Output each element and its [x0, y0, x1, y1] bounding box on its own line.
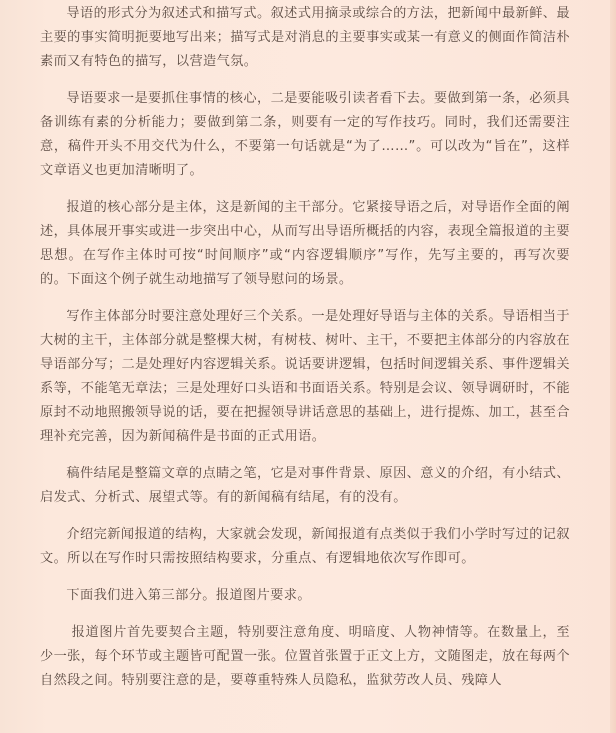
- paragraph-lead-forms: 导语的形式分为叙述式和描写式。叙述式用摘录或综合的方法，把新闻中最新鲜、最主要的事实简明扼要地写出来；描写式是对消息的主要事实或某一有意义的侧面作简洁朴素而又有特色的描写，以营造气氛。: [40, 6, 570, 69]
- paragraph-ending: 稿件结尾是整篇文章的点睛之笔，它是对事件背景、原因、意义的介绍，有小结式、启发式、分析式、展望式等。有的新闻稿有结尾，有的没有。: [40, 466, 570, 505]
- paragraph-body-relations: 写作主体部分时要注意处理好三个关系。一是处理好导语与主体的关系。导语相当于大树的主干，主体部分就是整棵大树，有树枝、树叶、主干，不要把主体部分的内容放在导语部分写；二是处理好内容逻辑关系。说话要讲逻辑，包括时间逻辑关系、事件逻辑关系等，不能笔无章法；三是处理好口头语和书面语关系。特别是会议、领导调研时，不能原封不动地照搬领导说的话，要在把握领导讲话意思的基础上，进行提炼、加工，甚至合理补充完善，因为新闻稿件是书面的正式用语。: [40, 309, 570, 444]
- paragraph-image-requirements: 报道图片首先要契合主题，特别要注意角度、明暗度、人物神情等。在数量上，至少一张，每个环节或主题皆可配置一张。位置首张置于正文上方，文随图走，放在每两个自然段之间。特别要注意的是，要尊重特殊人员隐私，监狱劳改人员、残障人: [40, 625, 570, 688]
- paragraph-body-core: 报道的核心部分是主体，这是新闻的主干部分。它紧接导语之后，对导语作全面的阐述，具体展开事实或进一步突出中心，从而写出导语所概括的内容，表现全篇报道的主要思想。在写作主体时可按“时间顺序”或“内容逻辑顺序”写作，先写主要的，再写次要的。下面这个例子就生动地描写了领导慰问的场景。: [40, 200, 570, 287]
- right-edge-border: [610, 0, 616, 733]
- paragraph-lead-requirements: 导语要求一是要抓住事情的核心，二是要能吸引读者看下去。要做到第一条，必须具备训练有素的分析能力；要做到第二条，则要有一定的写作技巧。同时，我们还需要注意，稿件开头不用交代为什么，不要第一句话就是“为了……”。可以改为“旨在”，这样文章语义也更加清晰明了。: [40, 91, 570, 178]
- article-body: [40, 0, 570, 693]
- paragraph-structure-summary: 介绍完新闻报道的结构，大家就会发现，新闻报道有点类似于我们小学时写过的记叙文。所以在写作时只需按照结构要求，分重点、有逻辑地依次写作即可。: [40, 527, 570, 566]
- paragraph-part-three-heading: 下面我们进入第三部分。报道图片要求。: [66, 588, 311, 603]
